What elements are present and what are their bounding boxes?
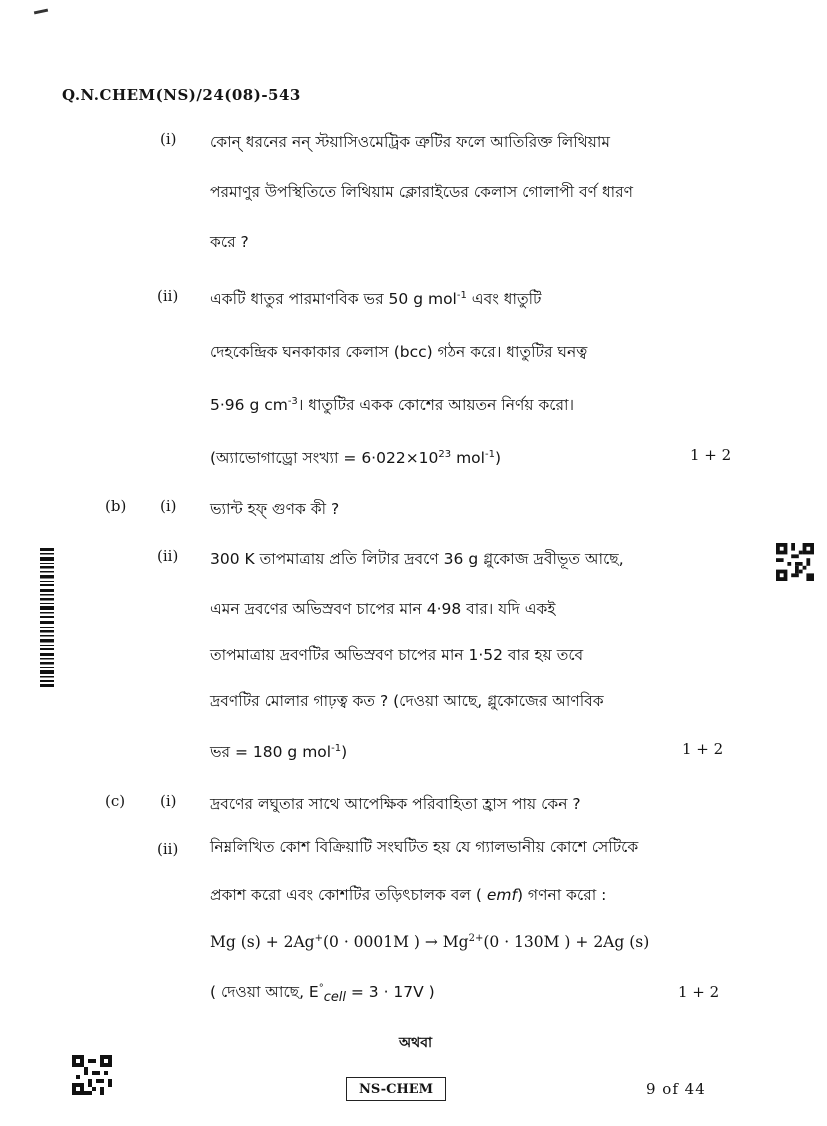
question-code-header: Q.N.CHEM(NS)/24(08)-543 <box>62 86 301 104</box>
b-i-text: ভ্যান্ট হফ্ গুণক কী ? <box>210 500 340 518</box>
c-i-text: দ্রবণের লঘুতার সাথে আপেক্ষিক পরিবাহিতা হ্রাস পায় কেন ? <box>210 795 581 813</box>
b-ii-number: (ii) <box>157 547 179 565</box>
subject-code-box: NS-CHEM <box>346 1077 446 1101</box>
b-ii-line-2: এমন দ্রবণের অভিস্রবণ চাপের মান 4·98 বার। যদি একই <box>210 600 556 618</box>
c-i-number: (i) <box>160 792 177 810</box>
a-ii-number: (ii) <box>157 287 179 305</box>
corner-mark <box>34 9 48 15</box>
a-marks: 1 + 2 <box>690 446 732 464</box>
a-ii-line-4: (অ্যাভোগাড্রো সংখ্যা = $6\cdot 022\times 10^{23}$ mol$^{-1}$) <box>210 448 502 467</box>
c-label: (c) <box>105 792 126 810</box>
or-separator: অথবা <box>399 1035 433 1051</box>
c-ii-line-1: নিম্নলিখিত কোশ বিক্রিয়াটি সংঘটিত হয় যে গ্যালভানীয় কোশে সেটিকে <box>210 838 639 856</box>
b-ii-line-4: দ্রবণটির মোলার গাঢ়ত্ব কত ? (দেওয়া আছে, গ্লুকোজের আণবিক <box>210 692 604 710</box>
a-i-number: (i) <box>160 130 177 148</box>
b-label: (b) <box>105 497 127 515</box>
c-ii-line-2: প্রকাশ করো এবং কোশটির তড়িৎচালক বল ( emf) গণনা করো : <box>210 886 607 904</box>
qr-code-image <box>776 543 814 581</box>
b-ii-line-3: তাপমাত্রায় দ্রবণটির অভিস্রবণ চাপের মান 1·52 বার হয় তবে <box>210 646 584 664</box>
b-i-number: (i) <box>160 497 177 515</box>
a-ii-line-2: দেহকেন্দ্রিক ঘনকাকার কেলাস (bcc) গঠন করে। ধাতুটির ঘনত্ব <box>210 343 588 361</box>
c-ii-given: ( দেওয়া আছে, $E^\circ_{cell} = 3 \cdot 17V$ ) <box>210 982 435 1006</box>
b-ii-line-1: 300 K তাপমাত্রায় প্রতি লিটার দ্রবণে 36 g গ্লুকোজ দ্রবীভূত আছে, <box>210 550 624 568</box>
a-ii-line-3: 5·96 g $cm^{-3}।$ ধাতুটির একক কোশের আয়তন নির্ণয় করো। <box>210 395 575 414</box>
a-i-line-3: করে ? <box>210 233 249 251</box>
a-i-line-1: কোন্ ধরনের নন্ স্টয়াসিওমেট্রিক ত্রুটির ফলে আতিরিক্ত লিথিয়াম <box>210 133 610 151</box>
page-number: 9 of 44 <box>646 1080 706 1098</box>
barcode-image <box>40 548 54 688</box>
c-ii-number: (ii) <box>157 840 179 858</box>
qr-code-footer-image <box>72 1055 112 1095</box>
b-ii-line-5: ভর = 180 g mol$^{-1}$) <box>210 742 348 761</box>
cell-reaction-equation: Mg (s) + 2Ag+(0 · 0001M ) → $Mg^{2+}(0 \cdot 130M$ ) + 2Ag (s) <box>210 933 650 952</box>
b-marks: 1 + 2 <box>682 740 724 758</box>
c-marks: 1 + 2 <box>678 983 720 1001</box>
a-ii-line-1: একটি ধাতুর পারমাণবিক ভর 50 g mol$^{-1}$ এবং ধাতুটি <box>210 289 542 308</box>
a-i-line-2: পরমাণুর উপস্থিতিতে লিথিয়াম ক্লোরাইডের কেলাস গোলাপী বর্ণ ধারণ <box>210 183 634 201</box>
